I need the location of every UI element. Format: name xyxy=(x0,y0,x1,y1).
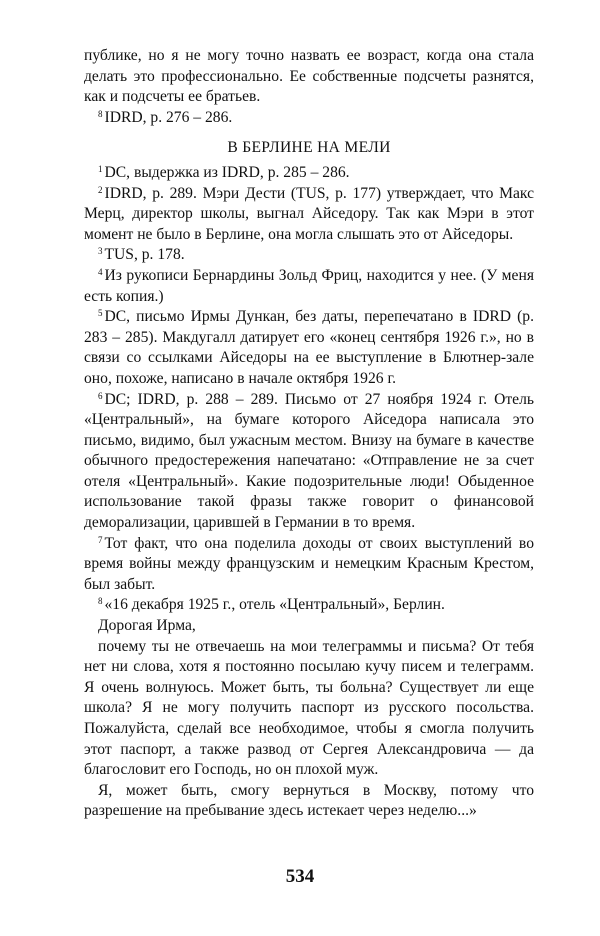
footnote-text: IDRD, p. 276 – 286. xyxy=(104,108,233,126)
footnote-2 xyxy=(84,184,534,246)
footnote-6 xyxy=(84,390,534,534)
continued-paragraph: публике, но я не могу точно назвать ее возраст, когда она стала делать это профессионально. Ее собственные подсчеты разнятся, как и подсчеты ее братьев. xyxy=(84,47,534,106)
footnote-4 xyxy=(84,266,534,307)
footnote-number: 6 xyxy=(98,390,103,401)
footnote-text: Тот факт, что она поделила доходы от своих выступлений во время войны между французским и немецким Красным Крестом, был забыт. xyxy=(84,534,534,593)
footnote-text: DC, письмо Ирмы Дункан, без даты, перепечатано в IDRD (p. 283 – 285). Макдугалл датирует его «конец сентября 1926 г.», но в связи со ссылками Айседоры на ее выступление в Блютнер-зале оно, похоже, написано в начале октября 1926 г. xyxy=(84,308,534,387)
letter-paragraph: Я, может быть, смогу вернуться в Москву, потому что разрешение на пребывание здесь истекает через неделю...» xyxy=(84,781,534,820)
footnote-3 xyxy=(84,245,534,266)
footnote-8 xyxy=(84,595,534,616)
footnote-number: 3 xyxy=(98,246,103,257)
page-body xyxy=(84,46,534,822)
footnote-text: TUS, p. 178. xyxy=(104,246,185,264)
footnote-7 xyxy=(84,534,534,596)
section-title: В БЕРЛИНЕ НА МЕЛИ xyxy=(227,139,391,157)
footnote-number: 4 xyxy=(98,266,103,277)
footnote-text: Из рукописи Бернардины Зольд Фриц, находится у нее. (У меня есть копия.) xyxy=(84,266,534,305)
footnote-text: DC, выдержка из IDRD, p. 285 – 286. xyxy=(104,163,350,181)
footnote-number: 8 xyxy=(98,596,103,607)
footnote-number: 7 xyxy=(98,534,103,545)
letter-greeting: Дорогая Ирма, xyxy=(98,617,196,635)
footnote-number: 5 xyxy=(98,308,103,319)
letter-paragraph: почему ты не отвечаешь на мои телеграммы и письма? От тебя нет ни слова, хотя я постоянно посылаю кучу писем и телеграмм. Я очень волнуюсь. Может быть, ты больна? Существует ли еще школа? Я не могу получить паспорт из русского посольства. Пожалуйста, сделай все необходимое, чтобы я смогла получить этот паспорт, а также развод от Сергея Александровича — да благословит его Господь, но он плохой муж. xyxy=(84,637,534,779)
footnote-prev-8 xyxy=(84,108,534,129)
footnote-5 xyxy=(84,307,534,389)
page-number: 534 xyxy=(285,866,315,887)
footnote-text: IDRD, p. 289. Мэри Дести (TUS, p. 177) утверждает, что Макс Мерц, директор школы, выгнал Айседору. Так как Мэри в этот момент не было в Берлине, она могла слышать это от Айседоры. xyxy=(84,184,534,243)
footnote-number: 2 xyxy=(98,184,103,195)
footnote-text: DC; IDRD, p. 288 – 289. Письмо от 27 ноября 1924 г. Отель «Центральный», на бумаге которого Айседора написала это письмо, видимо, был ужасным местом. Внизу на бумаге в качестве обычного предостережения напечатано: «Отправление не за счет отеля «Центральный». Какие подозрительные люди! Обыденное использование такой фразы также говорит о финансовой деморализации, царившей в Германии в то время. xyxy=(84,390,534,532)
footnote-text: «16 декабря 1925 г., отель «Центральный», Берлин. xyxy=(104,596,445,614)
footnote-number: 1 xyxy=(98,163,103,174)
footnote-1 xyxy=(84,163,534,184)
footnote-number: 8 xyxy=(98,108,103,119)
